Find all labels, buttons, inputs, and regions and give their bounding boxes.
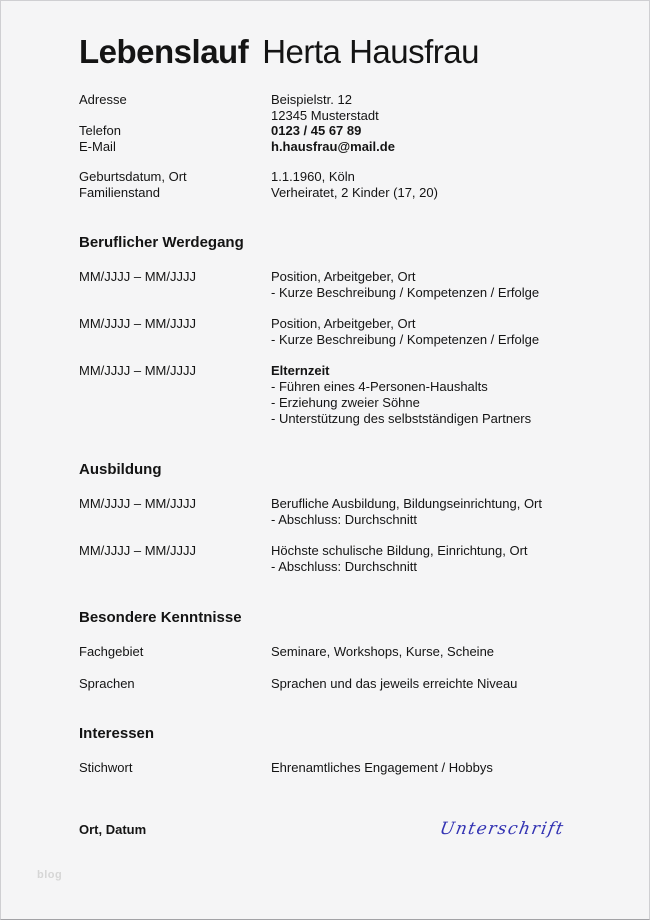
section-heading-ausbildung: Ausbildung [79, 461, 162, 478]
person-name: Herta Hausfrau [262, 33, 479, 70]
watermark-text: blog [37, 869, 63, 881]
signature-handwriting: Unterschrift [438, 818, 566, 839]
telefon-label: Telefon [79, 123, 121, 138]
adresse-value [271, 92, 379, 123]
telefon-value: 0123 / 45 67 89 [271, 123, 362, 138]
entry-line: - Kurze Beschreibung / Kompetenzen / Erfolge [271, 285, 540, 300]
entry-line: - Abschluss: Durchschnitt [271, 559, 417, 574]
familienstand-value: Verheiratet, 2 Kinder (17, 20) [271, 184, 438, 200]
interessen-row-stichwort [79, 760, 609, 776]
familienstand-label: Familienstand [79, 184, 160, 200]
entry-date: MM/JJJJ – MM/JJJJ [79, 363, 196, 378]
sprachen-label: Sprachen [79, 675, 135, 691]
ort-datum-label: Ort, Datum [79, 821, 147, 837]
entry-line: - Erziehung zweier Söhne [271, 395, 420, 410]
geburtsdatum-value: 1.1.1960, Köln [271, 169, 355, 184]
section-heading-werdegang: Beruflicher Werdegang [79, 234, 244, 251]
ausbildung-entries [79, 496, 609, 575]
stichwort-label: Stichwort [79, 760, 133, 775]
entry-detail [271, 543, 528, 575]
page-title [79, 34, 609, 70]
sprachen-value: Sprachen und das jeweils erreichte Niveau [271, 675, 518, 691]
entry-title: Berufliche Ausbildung, Bildungseinrichtung, Ort [271, 496, 542, 511]
entry-line: - Kurze Beschreibung / Kompetenzen / Erfolge [271, 332, 540, 347]
contact-row-familienstand [79, 185, 609, 201]
entry-date: MM/JJJJ – MM/JJJJ [79, 316, 196, 331]
contact-row-telefon [79, 123, 609, 139]
kenntnisse-row-fachgebiet [79, 644, 609, 660]
entry-detail [271, 316, 539, 348]
entry-detail [271, 363, 531, 427]
resume-content [1, 1, 649, 838]
entry-detail [271, 269, 539, 301]
email-value: h.hausfrau@mail.de [271, 138, 395, 154]
kenntnisse-rows [79, 644, 609, 691]
adresse-label: Adresse [79, 92, 127, 107]
werdegang-entry-3 [79, 363, 609, 427]
adresse-line-2: 12345 Musterstadt [271, 107, 379, 123]
document-type-title: Lebenslauf [79, 33, 249, 70]
footer [79, 818, 609, 839]
section-heading-kenntnisse: Besondere Kenntnisse [79, 609, 242, 626]
ausbildung-entry-1 [79, 496, 609, 528]
entry-date: MM/JJJJ – MM/JJJJ [79, 543, 196, 558]
entry-date: MM/JJJJ – MM/JJJJ [79, 496, 196, 511]
entry-title: Elternzeit [271, 363, 330, 378]
entry-title: Höchste schulische Bildung, Einrichtung, Ort [271, 543, 528, 558]
geburtsdatum-label: Geburtsdatum, Ort [79, 169, 187, 184]
fachgebiet-label: Fachgebiet [79, 644, 144, 659]
contact-section [79, 92, 609, 200]
section-heading-interessen: Interessen [79, 725, 155, 742]
entry-date: MM/JJJJ – MM/JJJJ [79, 269, 196, 284]
entry-line: - Abschluss: Durchschnitt [271, 512, 417, 527]
werdegang-entry-1 [79, 269, 609, 301]
email-label: E-Mail [79, 138, 116, 154]
entry-line: - Unterstützung des selbstständigen Partners [271, 411, 532, 426]
kenntnisse-row-sprachen [79, 676, 609, 692]
contact-row-adresse [79, 92, 609, 123]
fachgebiet-value: Seminare, Workshops, Kurse, Scheine [271, 644, 495, 659]
stichwort-value: Ehrenamtliches Engagement / Hobbys [271, 760, 493, 775]
entry-title: Position, Arbeitgeber, Ort [271, 269, 416, 284]
interessen-rows [79, 760, 609, 776]
entry-detail [271, 496, 542, 528]
contact-row-email [79, 139, 609, 155]
werdegang-entries [79, 269, 609, 427]
contact-row-geburtsdatum [79, 169, 609, 185]
entry-title: Position, Arbeitgeber, Ort [271, 316, 416, 331]
entry-line: - Führen eines 4-Personen-Haushalts [271, 379, 488, 394]
werdegang-entry-2 [79, 316, 609, 348]
ausbildung-entry-2 [79, 543, 609, 575]
adresse-line-1: Beispielstr. 12 [271, 92, 352, 107]
